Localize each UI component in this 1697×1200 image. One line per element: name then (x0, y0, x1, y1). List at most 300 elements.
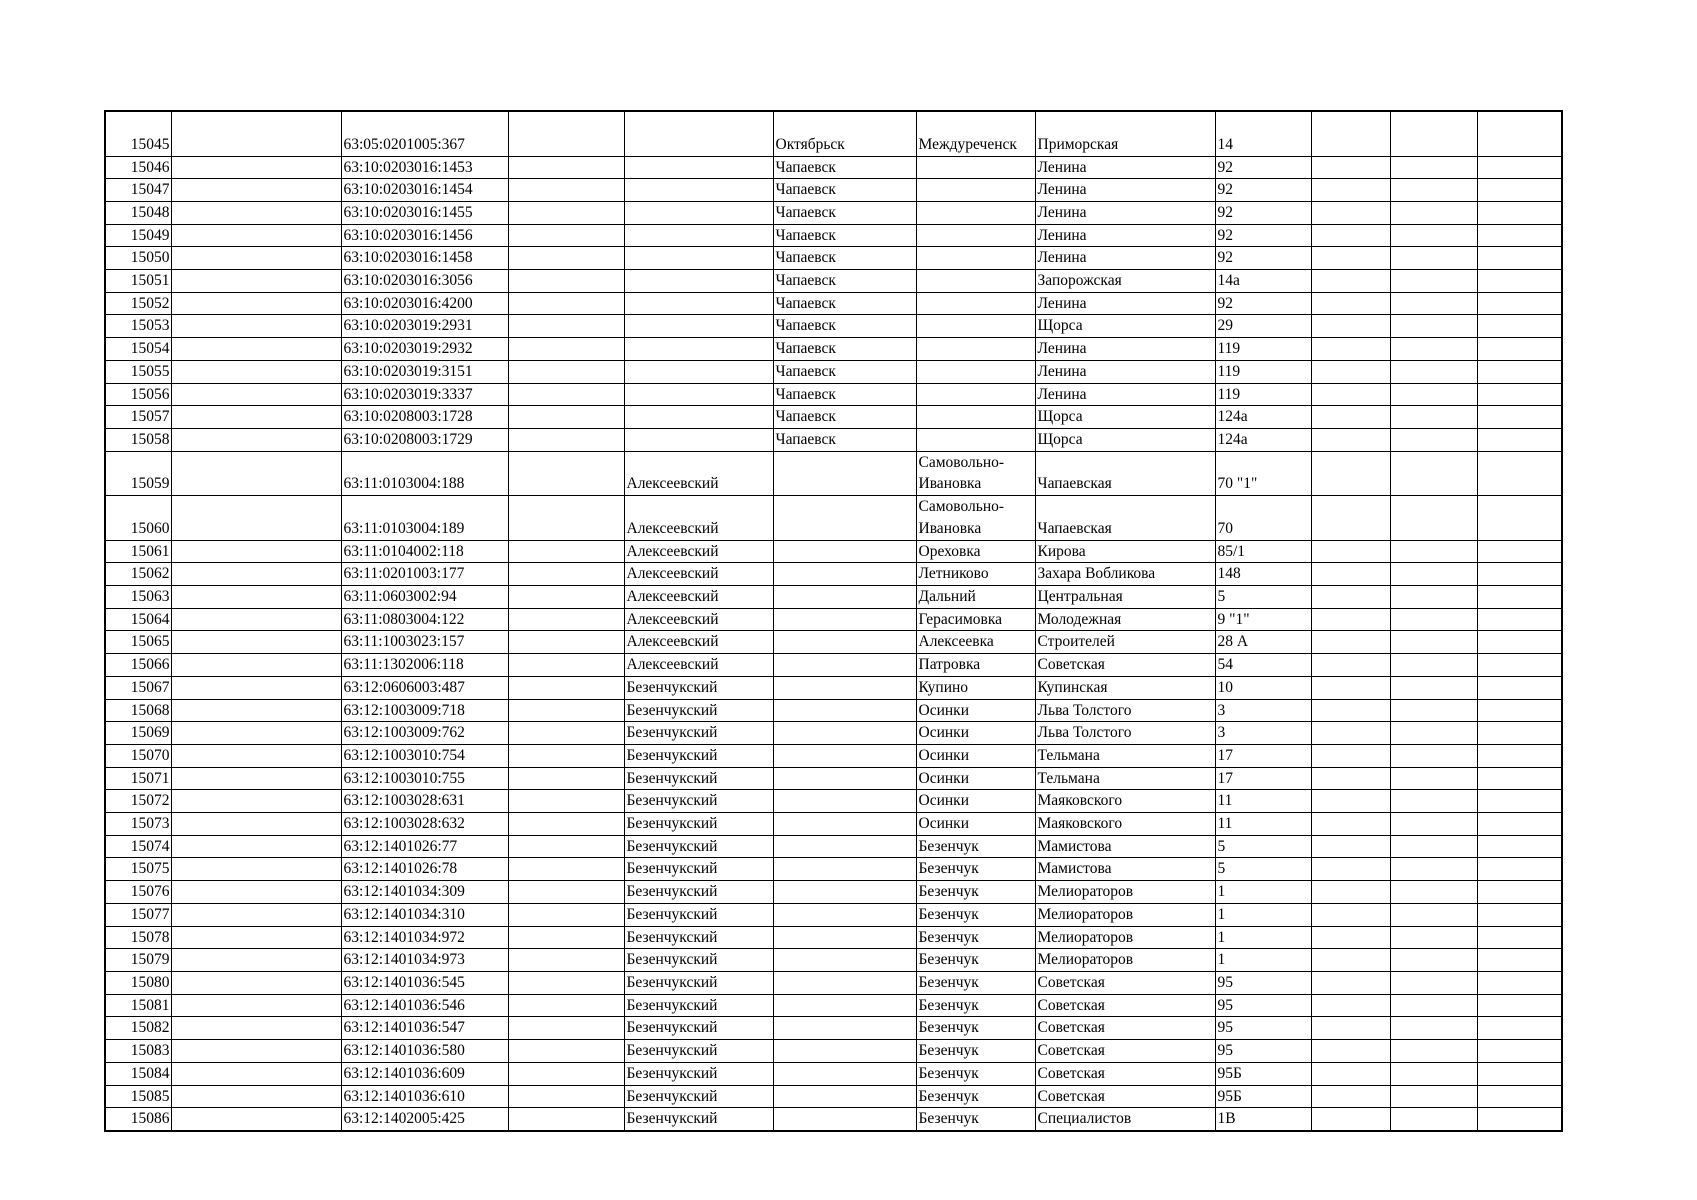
cell-cadastral: 63:12:1401034:973 (341, 949, 508, 972)
cell-cadastral: 63:11:0103004:189 (341, 496, 508, 541)
cell-street: Чапаевская (1035, 496, 1215, 541)
cell-blank2 (508, 338, 624, 361)
cell-city (773, 1108, 916, 1131)
cell-blank2 (508, 744, 624, 767)
cell-settlement (916, 315, 1035, 338)
cell-num: 15072 (105, 790, 171, 813)
cell-blank2 (508, 608, 624, 631)
cell-district (624, 428, 773, 451)
table-row (105, 428, 1562, 451)
cell-blank3 (1311, 676, 1390, 699)
cell-blank5 (1477, 949, 1562, 972)
table-row (105, 224, 1562, 247)
cell-blank4 (1390, 631, 1477, 654)
cell-street: Ленина (1035, 338, 1215, 361)
cell-blank5 (1477, 360, 1562, 383)
cell-settlement: Безенчук (916, 1017, 1035, 1040)
cell-district: Безенчукский (624, 903, 773, 926)
cell-settlement: Осинки (916, 744, 1035, 767)
cell-num: 15073 (105, 813, 171, 836)
table-row (105, 496, 1562, 541)
cell-blank4 (1390, 790, 1477, 813)
cell-blank4 (1390, 451, 1477, 496)
cell-blank3 (1311, 1017, 1390, 1040)
cell-cadastral: 63:10:0203016:4200 (341, 292, 508, 315)
cell-blank2 (508, 586, 624, 609)
cell-city (773, 608, 916, 631)
table-row (105, 813, 1562, 836)
table-row (105, 744, 1562, 767)
table-row (105, 654, 1562, 677)
cell-city (773, 790, 916, 813)
cell-blank2 (508, 360, 624, 383)
cell-cadastral: 63:10:0203016:3056 (341, 270, 508, 293)
cell-settlement: Самовольно-Ивановка (916, 496, 1035, 541)
cell-street: Центральная (1035, 586, 1215, 609)
cell-city (773, 835, 916, 858)
cell-blank1 (171, 383, 341, 406)
cell-blank4 (1390, 586, 1477, 609)
cell-cadastral: 63:12:1003028:631 (341, 790, 508, 813)
cell-num: 15070 (105, 744, 171, 767)
cell-settlement (916, 292, 1035, 315)
cell-street: Захара Вобликова (1035, 563, 1215, 586)
cell-blank4 (1390, 496, 1477, 541)
cell-blank2 (508, 903, 624, 926)
cell-settlement (916, 428, 1035, 451)
cell-blank3 (1311, 926, 1390, 949)
cell-blank2 (508, 540, 624, 563)
cell-blank2 (508, 201, 624, 224)
cell-blank2 (508, 563, 624, 586)
cell-house: 17 (1215, 744, 1311, 767)
cell-district: Безенчукский (624, 744, 773, 767)
cell-blank3 (1311, 1040, 1390, 1063)
cell-city (773, 722, 916, 745)
cell-blank5 (1477, 654, 1562, 677)
cell-blank1 (171, 858, 341, 881)
table-row (105, 972, 1562, 995)
table-row (105, 903, 1562, 926)
cell-blank4 (1390, 247, 1477, 270)
cell-city: Октябрьск (773, 111, 916, 156)
cell-num: 15049 (105, 224, 171, 247)
cell-blank4 (1390, 201, 1477, 224)
cell-street: Ленина (1035, 201, 1215, 224)
table-row (105, 383, 1562, 406)
cell-cadastral: 63:12:1401036:609 (341, 1062, 508, 1085)
table-row (105, 699, 1562, 722)
cell-settlement: Безенчук (916, 835, 1035, 858)
cell-blank3 (1311, 586, 1390, 609)
cell-house: 54 (1215, 654, 1311, 677)
table-row (105, 1085, 1562, 1108)
cell-cadastral: 63:12:1401026:78 (341, 858, 508, 881)
cell-blank2 (508, 1040, 624, 1063)
cell-street: Ленина (1035, 156, 1215, 179)
cell-cadastral: 63:12:1401034:310 (341, 903, 508, 926)
cell-street: Строителей (1035, 631, 1215, 654)
cell-blank5 (1477, 722, 1562, 745)
cell-blank4 (1390, 926, 1477, 949)
cell-settlement: Безенчук (916, 926, 1035, 949)
cell-city (773, 1085, 916, 1108)
cell-blank5 (1477, 338, 1562, 361)
cell-district (624, 224, 773, 247)
cell-blank2 (508, 292, 624, 315)
cell-blank4 (1390, 1062, 1477, 1085)
cell-blank4 (1390, 813, 1477, 836)
cell-blank5 (1477, 451, 1562, 496)
cell-blank3 (1311, 179, 1390, 202)
cell-blank1 (171, 676, 341, 699)
table-row (105, 722, 1562, 745)
address-register-table (104, 110, 1563, 1132)
cell-city: Чапаевск (773, 156, 916, 179)
cell-street: Советская (1035, 1017, 1215, 1040)
cell-district: Безенчукский (624, 949, 773, 972)
cell-settlement: Безенчук (916, 858, 1035, 881)
cell-city (773, 926, 916, 949)
cell-num: 15050 (105, 247, 171, 270)
cell-blank2 (508, 676, 624, 699)
cell-num: 15064 (105, 608, 171, 631)
cell-cadastral: 63:11:0104002:118 (341, 540, 508, 563)
table-row (105, 926, 1562, 949)
cell-cadastral: 63:10:0203019:3337 (341, 383, 508, 406)
cell-cadastral: 63:05:0201005:367 (341, 111, 508, 156)
cell-cadastral: 63:12:1401026:77 (341, 835, 508, 858)
cell-settlement: Междуреченск (916, 111, 1035, 156)
cell-blank2 (508, 972, 624, 995)
cell-num: 15059 (105, 451, 171, 496)
cell-street: Ленина (1035, 179, 1215, 202)
cell-blank1 (171, 224, 341, 247)
cell-house: 95 (1215, 1017, 1311, 1040)
cell-num: 15086 (105, 1108, 171, 1131)
cell-street: Льва Толстого (1035, 722, 1215, 745)
cell-house: 14а (1215, 270, 1311, 293)
cell-house: 119 (1215, 360, 1311, 383)
cell-district: Алексеевский (624, 608, 773, 631)
cell-district: Безенчукский (624, 676, 773, 699)
cell-blank4 (1390, 111, 1477, 156)
cell-blank5 (1477, 1017, 1562, 1040)
cell-blank4 (1390, 654, 1477, 677)
cell-house: 1 (1215, 926, 1311, 949)
cell-blank5 (1477, 428, 1562, 451)
cell-cadastral: 63:12:1003028:632 (341, 813, 508, 836)
cell-district: Безенчукский (624, 1062, 773, 1085)
cell-blank1 (171, 338, 341, 361)
cell-blank3 (1311, 406, 1390, 429)
cell-house: 92 (1215, 292, 1311, 315)
cell-street: Советская (1035, 654, 1215, 677)
cell-house: 1 (1215, 903, 1311, 926)
cell-blank5 (1477, 540, 1562, 563)
cell-blank4 (1390, 994, 1477, 1017)
cell-city: Чапаевск (773, 360, 916, 383)
cell-street: Ленина (1035, 360, 1215, 383)
cell-house: 95Б (1215, 1085, 1311, 1108)
table-row (105, 540, 1562, 563)
cell-num: 15054 (105, 338, 171, 361)
cell-city: Чапаевск (773, 292, 916, 315)
cell-cadastral: 63:12:0606003:487 (341, 676, 508, 699)
cell-house: 124а (1215, 428, 1311, 451)
cell-blank4 (1390, 1085, 1477, 1108)
cell-cadastral: 63:11:0803004:122 (341, 608, 508, 631)
cell-city (773, 540, 916, 563)
cell-house: 119 (1215, 338, 1311, 361)
cell-blank1 (171, 292, 341, 315)
cell-settlement: Осинки (916, 722, 1035, 745)
cell-blank4 (1390, 1040, 1477, 1063)
cell-house: 11 (1215, 813, 1311, 836)
table-row (105, 563, 1562, 586)
cell-settlement: Герасимовка (916, 608, 1035, 631)
cell-street: Советская (1035, 1085, 1215, 1108)
cell-cadastral: 63:10:0208003:1728 (341, 406, 508, 429)
cell-blank5 (1477, 858, 1562, 881)
cell-blank1 (171, 201, 341, 224)
cell-blank1 (171, 586, 341, 609)
cell-settlement: Безенчук (916, 1085, 1035, 1108)
cell-blank5 (1477, 406, 1562, 429)
cell-blank5 (1477, 383, 1562, 406)
cell-blank5 (1477, 224, 1562, 247)
cell-district: Алексеевский (624, 540, 773, 563)
cell-settlement: Безенчук (916, 994, 1035, 1017)
cell-blank3 (1311, 270, 1390, 293)
cell-city (773, 563, 916, 586)
cell-house: 95 (1215, 972, 1311, 995)
cell-blank4 (1390, 881, 1477, 904)
cell-city (773, 881, 916, 904)
cell-blank3 (1311, 972, 1390, 995)
cell-blank4 (1390, 315, 1477, 338)
cell-house: 119 (1215, 383, 1311, 406)
cell-city (773, 586, 916, 609)
cell-district: Алексеевский (624, 586, 773, 609)
cell-num: 15060 (105, 496, 171, 541)
cell-city (773, 1062, 916, 1085)
cell-blank5 (1477, 881, 1562, 904)
cell-blank1 (171, 790, 341, 813)
cell-settlement: Ореховка (916, 540, 1035, 563)
cell-blank3 (1311, 744, 1390, 767)
cell-num: 15075 (105, 858, 171, 881)
cell-blank1 (171, 315, 341, 338)
table-row (105, 608, 1562, 631)
cell-house: 14 (1215, 111, 1311, 156)
cell-blank2 (508, 699, 624, 722)
cell-city (773, 676, 916, 699)
cell-cadastral: 63:10:0203016:1454 (341, 179, 508, 202)
cell-street: Ленина (1035, 224, 1215, 247)
table-row (105, 790, 1562, 813)
cell-street: Купинская (1035, 676, 1215, 699)
cell-blank3 (1311, 111, 1390, 156)
cell-street: Кирова (1035, 540, 1215, 563)
cell-street: Чапаевская (1035, 451, 1215, 496)
cell-num: 15082 (105, 1017, 171, 1040)
cell-blank5 (1477, 972, 1562, 995)
cell-street: Ленина (1035, 383, 1215, 406)
cell-blank5 (1477, 1040, 1562, 1063)
cell-city (773, 994, 916, 1017)
cell-street: Щорса (1035, 406, 1215, 429)
cell-blank1 (171, 428, 341, 451)
cell-city: Чапаевск (773, 247, 916, 270)
cell-cadastral: 63:10:0203016:1456 (341, 224, 508, 247)
cell-city: Чапаевск (773, 179, 916, 202)
cell-blank1 (171, 767, 341, 790)
cell-district: Безенчукский (624, 881, 773, 904)
cell-blank3 (1311, 631, 1390, 654)
cell-blank3 (1311, 722, 1390, 745)
cell-num: 15058 (105, 428, 171, 451)
cell-house: 28 А (1215, 631, 1311, 654)
cell-blank1 (171, 451, 341, 496)
table-row (105, 631, 1562, 654)
cell-blank4 (1390, 383, 1477, 406)
cell-house: 95 (1215, 1040, 1311, 1063)
cell-blank5 (1477, 156, 1562, 179)
cell-settlement (916, 270, 1035, 293)
cell-street: Льва Толстого (1035, 699, 1215, 722)
cell-cadastral: 63:10:0203016:1458 (341, 247, 508, 270)
cell-blank5 (1477, 179, 1562, 202)
cell-settlement: Безенчук (916, 903, 1035, 926)
table-row (105, 881, 1562, 904)
cell-city: Чапаевск (773, 428, 916, 451)
cell-city: Чапаевск (773, 406, 916, 429)
cell-district (624, 111, 773, 156)
cell-house: 10 (1215, 676, 1311, 699)
cell-district (624, 360, 773, 383)
cell-house: 92 (1215, 179, 1311, 202)
cell-district: Безенчукский (624, 926, 773, 949)
cell-district (624, 247, 773, 270)
cell-street: Ленина (1035, 292, 1215, 315)
cell-blank3 (1311, 563, 1390, 586)
cell-blank3 (1311, 496, 1390, 541)
cell-blank1 (171, 270, 341, 293)
cell-blank1 (171, 835, 341, 858)
cell-blank5 (1477, 790, 1562, 813)
cell-district: Алексеевский (624, 654, 773, 677)
cell-blank2 (508, 631, 624, 654)
cell-blank1 (171, 1085, 341, 1108)
cell-city (773, 972, 916, 995)
cell-blank2 (508, 767, 624, 790)
cell-blank1 (171, 247, 341, 270)
table-row (105, 315, 1562, 338)
cell-street: Тельмана (1035, 767, 1215, 790)
cell-district: Безенчукский (624, 1040, 773, 1063)
cell-cadastral: 63:11:0103004:188 (341, 451, 508, 496)
cell-blank3 (1311, 813, 1390, 836)
cell-blank2 (508, 881, 624, 904)
cell-street: Приморская (1035, 111, 1215, 156)
cell-blank1 (171, 540, 341, 563)
cell-city: Чапаевск (773, 383, 916, 406)
cell-num: 15056 (105, 383, 171, 406)
cell-settlement: Алексеевка (916, 631, 1035, 654)
cell-num: 15083 (105, 1040, 171, 1063)
table-row (105, 406, 1562, 429)
cell-blank3 (1311, 1085, 1390, 1108)
cell-cadastral: 63:12:1401036:580 (341, 1040, 508, 1063)
cell-street: Специалистов (1035, 1108, 1215, 1131)
cell-house: 17 (1215, 767, 1311, 790)
cell-blank3 (1311, 224, 1390, 247)
cell-settlement (916, 224, 1035, 247)
cell-num: 15048 (105, 201, 171, 224)
cell-blank4 (1390, 903, 1477, 926)
cell-blank2 (508, 428, 624, 451)
cell-blank1 (171, 1040, 341, 1063)
cell-district (624, 179, 773, 202)
cell-district (624, 292, 773, 315)
cell-num: 15081 (105, 994, 171, 1017)
cell-street: Мелиораторов (1035, 903, 1215, 926)
cell-blank2 (508, 451, 624, 496)
cell-blank2 (508, 994, 624, 1017)
cell-blank1 (171, 608, 341, 631)
cell-city (773, 631, 916, 654)
cell-settlement: Дальний (916, 586, 1035, 609)
table-row (105, 835, 1562, 858)
cell-blank2 (508, 406, 624, 429)
cell-street: Маяковского (1035, 813, 1215, 836)
cell-blank5 (1477, 631, 1562, 654)
cell-district: Безенчукский (624, 835, 773, 858)
cell-house: 92 (1215, 156, 1311, 179)
cell-street: Щорса (1035, 428, 1215, 451)
table-row (105, 270, 1562, 293)
cell-blank3 (1311, 540, 1390, 563)
cell-cadastral: 63:10:0208003:1729 (341, 428, 508, 451)
cell-house: 148 (1215, 563, 1311, 586)
cell-district: Безенчукский (624, 1085, 773, 1108)
cell-district: Безенчукский (624, 972, 773, 995)
cell-district: Безенчукский (624, 722, 773, 745)
cell-city (773, 496, 916, 541)
cell-cadastral: 63:10:0203019:3151 (341, 360, 508, 383)
cell-city: Чапаевск (773, 338, 916, 361)
cell-blank3 (1311, 1108, 1390, 1131)
table-row (105, 1108, 1562, 1131)
cell-blank4 (1390, 949, 1477, 972)
cell-house: 5 (1215, 586, 1311, 609)
cell-num: 15074 (105, 835, 171, 858)
cell-blank2 (508, 858, 624, 881)
cell-blank4 (1390, 360, 1477, 383)
cell-street: Советская (1035, 994, 1215, 1017)
cell-blank5 (1477, 1085, 1562, 1108)
cell-blank3 (1311, 383, 1390, 406)
cell-street: Мамистова (1035, 858, 1215, 881)
cell-blank2 (508, 790, 624, 813)
cell-settlement (916, 201, 1035, 224)
cell-blank1 (171, 111, 341, 156)
cell-blank3 (1311, 292, 1390, 315)
cell-blank3 (1311, 451, 1390, 496)
cell-street: Мелиораторов (1035, 926, 1215, 949)
cell-blank3 (1311, 360, 1390, 383)
